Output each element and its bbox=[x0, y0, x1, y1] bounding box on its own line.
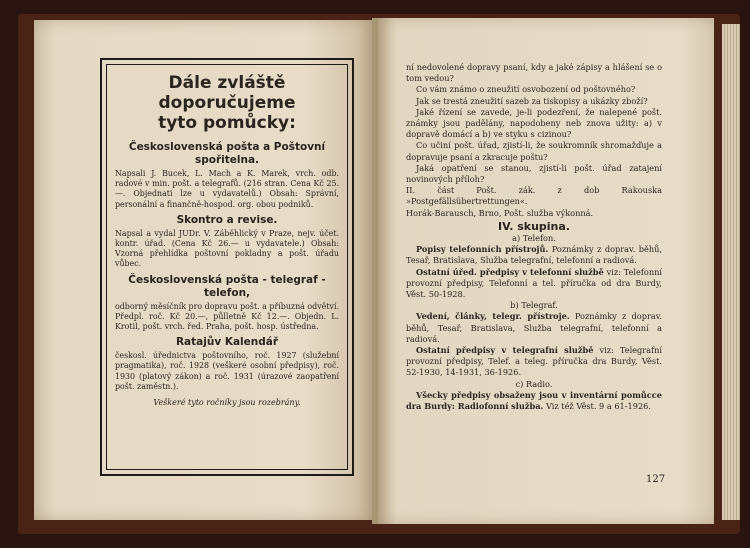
question-paragraph: ní nedovolené dopravy psaní, kdy a jaké zápisy a hlášení se o tom vedou? bbox=[406, 62, 662, 84]
ad-heading-line2: tyto pomůcky: bbox=[158, 113, 296, 133]
paragraph-rest: viz: Telefonní provozní předpisy, Telefonní a tel. příručka od dra Burdy, Věst. 50-1928. bbox=[406, 266, 662, 300]
ad-heading-line1: Dále zvláště doporučujeme bbox=[158, 73, 296, 113]
paragraph-rest: Poznámky z doprav. běhů, Tesař, Bratislava, Služba telegrafní, telefonní a radiová. bbox=[406, 244, 662, 266]
ad-section-body: odborný měsíčník pro dopravu pošt. a příbuzná odvětví. Předpl. roč. Kč 20.—, půlletně Kč 12.—. Objedn. L. Krotil, pošt. vrch. řed. Praha, pošt. hosp. ústředna. bbox=[115, 301, 339, 332]
section-paragraph bbox=[406, 267, 662, 301]
ad-section-body: Napsal a vydal JUDr. V. Záběhlický v Praze, nejv. účet. kontr. úřad. (Cena Kč 26.— u vydavatele.) Obsah: Vzorná přehlídka poštovní pokladny a pošt. úřadu vůbec. bbox=[115, 228, 339, 269]
paragraph-lead: Ostatní úřed. předpisy v telefonní službě bbox=[416, 266, 604, 277]
section-paragraph bbox=[406, 311, 662, 345]
paragraph-lead: Vedení, články, telegr. přístroje. bbox=[416, 311, 570, 322]
ad-note: Veškeré tyto ročníky jsou rozebrány. bbox=[153, 398, 301, 408]
subsection-title: c) Radio. bbox=[515, 378, 553, 389]
paragraph-rest: Viz též Věst. 9 a 61-1926. bbox=[543, 401, 651, 412]
question-paragraph: Jaké řízení se zavede, je-li podezření, že nalepené pošt. známky jsou padělány, napodobeny neb znova užity: a) v dopravě domácí a b) ve styku s cizinou? bbox=[406, 106, 662, 140]
ad-section-title: Skontro a revise. bbox=[176, 213, 278, 226]
paragraph-lead: Ostatní předpisy v telegrafní službě bbox=[416, 345, 594, 356]
question-paragraph: Co vám známo o zneužití osvobození od poštovného? bbox=[416, 84, 636, 95]
ad-section-title: Československá pošta a Poštovní spořitelna. bbox=[128, 141, 326, 166]
ad-section-title: Československá pošta - telegraf - telefon, bbox=[128, 273, 326, 299]
ad-section-body: Napsali J. Bucek, L. Mach a K. Marek, vrch. odb. radové v min. pošt. a telegrafů. (216 stran. Cena Kč 25.—. Objednati lze u vydavatelů.) Obsah: Správní, personální a finančně-hospod. org. obou podniků. bbox=[115, 169, 339, 209]
subsection-title: b) Telegraf. bbox=[510, 300, 558, 311]
ad-heading bbox=[115, 73, 339, 133]
ad-section-body: českosl. úřednictva poštovního, roč. 1927 (služební pragmatika), roč. 1928 (veškeré osobní předpisy), roč. 1930 (platový zákon) a roč. 1931 (úrazové zaopatření pošt. zaměstn.). bbox=[115, 351, 339, 391]
reference-line: II. část Pošt. zák. z dob Rakouska »Postgefällsübertrettungen«. bbox=[406, 185, 662, 207]
section-paragraph bbox=[406, 390, 662, 412]
page-edges bbox=[722, 24, 740, 520]
right-page-text bbox=[406, 62, 662, 412]
paragraph-rest: viz: Telegrafní provozní předpisy, Telef. a teleg. příručka dra Burdy, Věst. 52-1930, 14-1931, 36-1926. bbox=[406, 345, 662, 378]
book-gutter bbox=[372, 18, 378, 524]
paragraph-lead: Všecky předpisy obsaženy jsou v inventární pomůcce dra Burdy: Radiofonní služba. bbox=[406, 389, 662, 412]
section-paragraph bbox=[406, 244, 662, 266]
group-title: IV. skupina. bbox=[498, 219, 570, 233]
question-paragraph: Jak se trestá zneužití sazeb za tiskopisy a ukázky zboží? bbox=[416, 95, 648, 106]
paragraph-rest: Poznámky z doprav. běhů, Tesař, Bratislava, Služba telegrafní, telefonní a radiová. bbox=[406, 311, 662, 344]
question-paragraph: Jaká opatření se stanou, zjistí-li pošt. úřad zatajení novinových příloh? bbox=[406, 162, 662, 185]
question-paragraph: Co učiní pošt. úřad, zjistí-li, že soukromník shromažďuje a dopravuje psaní a zkracuje poštu? bbox=[406, 140, 662, 162]
advertisement-inner-frame bbox=[106, 64, 348, 470]
ad-section-title: Ratajův Kalendář bbox=[175, 336, 279, 349]
subsection-title: a) Telefon. bbox=[512, 233, 556, 244]
section-paragraph bbox=[406, 345, 662, 379]
reference-line: Horák-Barausch, Brno, Pošt. služba výkonná. bbox=[406, 207, 594, 218]
advertisement-box bbox=[100, 58, 354, 476]
page-number: 127 bbox=[646, 474, 666, 485]
paragraph-lead: Popisy telefonních přístrojů. bbox=[416, 244, 549, 255]
